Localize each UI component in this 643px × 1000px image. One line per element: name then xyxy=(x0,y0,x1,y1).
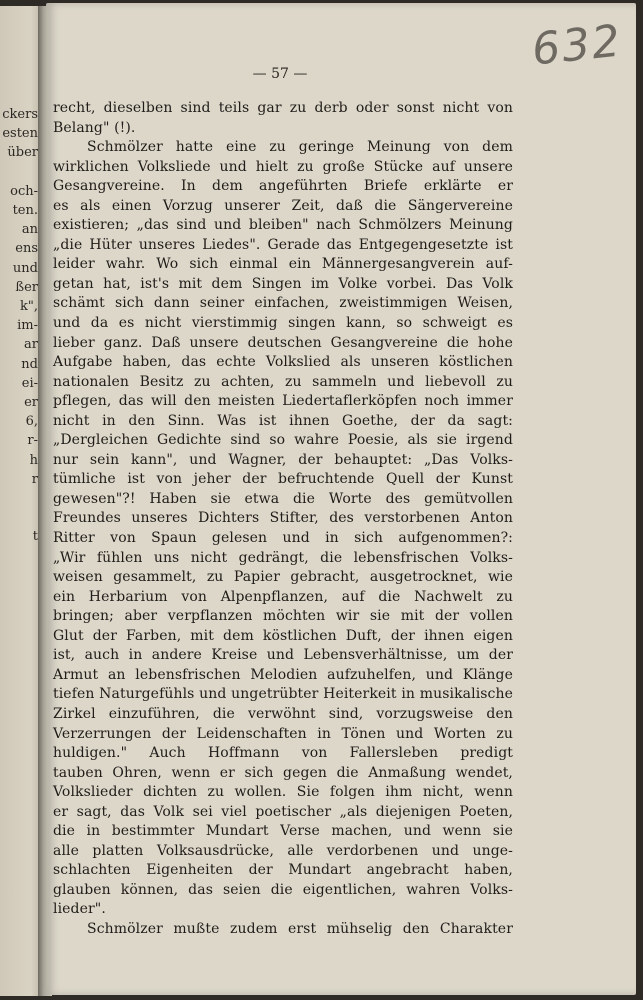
left-page-fragment: im- xyxy=(17,318,38,334)
left-page-fragment: er xyxy=(24,395,38,410)
text-line: schämt sich dann seiner einfachen, zweistimmigen Weisen, xyxy=(53,295,513,312)
text-line: tauben Ohren, wenn er sich gegen die Anmaßung wendet, xyxy=(53,764,513,781)
text-line: Armut an lebensfrischen Melodien aufzuhelfen, und Klänge xyxy=(53,666,513,683)
text-line: Schmölzer hatte eine zu geringe Meinung von dem xyxy=(87,139,513,156)
text-line: Freundes unseres Dichters Stifter, des verstorbenen Anton xyxy=(53,510,513,527)
text-line: es als einen Vorzug unserer Zeit, daß die Sängervereine xyxy=(53,197,513,214)
text-line: „Dergleichen Gedichte sind so wahre Poesie, als sie irgend xyxy=(53,432,513,449)
left-page-fragment: 6, xyxy=(25,414,38,430)
text-line: Aufgabe haben, das echte Volkslied als unseren köstlichen xyxy=(53,354,513,371)
text-line: Belang" (!). xyxy=(53,119,136,136)
text-line: Glut der Farben, mit dem köstlichen Duft, der ihnen eigen xyxy=(53,627,513,644)
text-line: recht, dieselben sind teils gar zu derb oder sonst nicht von xyxy=(53,100,513,116)
page-number: — 57 — xyxy=(252,66,308,82)
text-line: er sagt, das Volk sei viel poetischer „als diejenigen Poeten, xyxy=(53,803,513,820)
left-page-fragment: und xyxy=(12,260,38,276)
left-page-fragment: och- xyxy=(10,183,38,199)
handwritten-page-note: 632 xyxy=(529,15,625,76)
text-line: ist, auch in andere Kreise und Lebensverhältnisse, um der xyxy=(53,647,513,664)
text-line: nationalen Besitz zu achten, zu sammeln und liebevoll zu xyxy=(53,373,513,390)
text-line: lieder". xyxy=(53,901,106,918)
left-page-fragment: ens xyxy=(15,241,38,257)
text-line: pflegen, das will den meisten Liedertaflerköpfen noch immer xyxy=(53,393,513,410)
text-line: Verzerrungen der Leidenschaften in Tönen und Worten zu xyxy=(53,725,513,742)
text-line: glauben können, das seien die eigentlichen, wahren Volks- xyxy=(53,881,513,898)
text-line: und da es nicht vierstimmig singen kann, so schweigt es xyxy=(53,315,513,332)
left-page-fragment: über xyxy=(7,145,38,161)
left-page-fragment: r- xyxy=(27,433,38,449)
left-page-fragment: an xyxy=(21,222,38,238)
left-page-fragment: k", xyxy=(20,299,38,314)
left-page-fragment: ßer xyxy=(15,279,38,295)
text-line: tiefen Naturgefühls und ungetrübter Heiterkeit in musikalische xyxy=(53,686,513,703)
text-line: Ritter von Spaun gelesen und in sich aufgenommen?: xyxy=(53,530,513,547)
text-line: wirklichen Volksliede und hielt zu große Stücke auf unsere xyxy=(53,158,513,175)
text-line: huldigen." Auch Hoffmann von Fallersleben predigt xyxy=(53,745,513,762)
text-line: die in bestimmter Mundart Verse machen, und wenn sie xyxy=(53,823,513,840)
left-page-fragment: ckers xyxy=(2,107,38,122)
text-line: nicht in den Sinn. Was ist ihnen Goethe, der da sagt: xyxy=(53,412,513,429)
text-line: ein Herbarium von Alpenpflanzen, auf die Nachwelt zu xyxy=(53,588,513,605)
left-page-fragment: nd xyxy=(21,356,38,372)
left-page-fragment: ten. xyxy=(12,203,38,218)
text-line: bringen; aber verpflanzen möchten wir sie mit der vollen xyxy=(53,608,513,625)
left-page-fragment: ei- xyxy=(21,375,38,391)
text-line: „die Hüter unseres Liedes". Gerade das Entgegengesetzte ist xyxy=(53,236,513,253)
left-page-fragment: r xyxy=(31,471,38,487)
text-line: Gesangvereine. In dem angeführten Briefe erklärte er xyxy=(53,178,513,195)
text-line: weisen gesammelt, zu Papier gebracht, ausgetrocknet, wie xyxy=(53,569,513,586)
text-line: lieber ganz. Daß unsere deutschen Gesangvereine die hohe xyxy=(53,334,513,351)
text-line: Zirkel einzuführen, die verwöhnt sind, vorzugsweise den xyxy=(53,705,513,722)
text-line: schlachten Eigenheiten der Mundart angebracht haben, xyxy=(53,862,513,879)
text-line: getan hat, ist's mit dem Singen im Volke vorbei. Das Volk xyxy=(53,275,513,292)
left-page-fragment: ar xyxy=(24,337,38,353)
text-line: alle platten Volksausdrücke, alle verdorbenen und unge- xyxy=(53,842,513,859)
left-page-fragment: esten xyxy=(2,126,38,142)
text-line: existieren; „das sind und bleiben" nach Schmölzers Meinung xyxy=(53,217,513,234)
text-line: „Wir fühlen uns nicht gedrängt, die lebensfrischen Volks- xyxy=(53,549,513,566)
text-line: nur sein kann", und Wagner, der behauptet: „Das Volks- xyxy=(53,451,513,468)
text-line: tümliche ist von jeher der befruchtende Quell der Kunst xyxy=(53,471,513,488)
left-page-fragment: t xyxy=(32,529,38,545)
text-line: gewesen"?! Haben sie etwa die Worte des gemütvollen xyxy=(53,490,513,507)
text-line: leider wahr. Wo sich einmal ein Männergesangverein auf- xyxy=(53,256,513,273)
left-page-fragment: h xyxy=(29,452,38,468)
text-line: Volkslieder dichten zu wollen. Sie folgen ihm nicht, wenn xyxy=(53,784,513,801)
text-line: Schmölzer mußte zudem erst mühselig den Charakter xyxy=(87,920,513,937)
body-text xyxy=(53,99,513,940)
